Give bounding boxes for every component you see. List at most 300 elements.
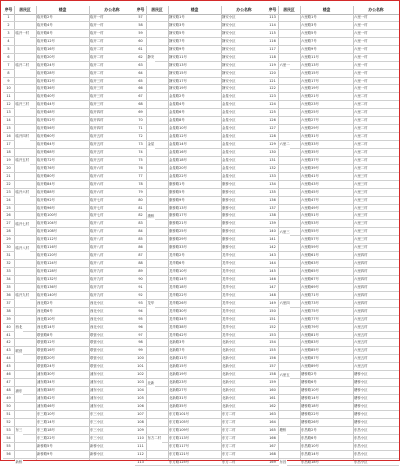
row-office: 临开三村 bbox=[90, 86, 104, 91]
row-number: 111 bbox=[137, 443, 144, 448]
row-address: 龙华路6号 bbox=[169, 261, 185, 266]
table-row bbox=[135, 308, 267, 316]
row-address: 六里路9号 bbox=[301, 46, 317, 51]
row-address: 塘桥路22号 bbox=[301, 411, 319, 416]
table-panel-2 bbox=[135, 6, 267, 464]
row-address: 金星路14号 bbox=[169, 142, 187, 146]
row-address: 六里路37号 bbox=[301, 157, 319, 162]
row-office: 临开七村 bbox=[90, 213, 104, 218]
row-address: 龙华路30号 bbox=[169, 308, 187, 313]
row-number: 24 bbox=[6, 197, 11, 202]
row-office: 龙华小区 bbox=[222, 292, 236, 297]
table-row bbox=[135, 268, 267, 276]
row-address: 六里路59号 bbox=[301, 245, 319, 250]
table-row bbox=[3, 316, 135, 324]
row-number: 141 bbox=[269, 237, 276, 242]
row-number: 130 bbox=[269, 149, 276, 154]
row-address: 六里路35号 bbox=[301, 149, 319, 154]
row-office: 东方二村 bbox=[222, 459, 236, 464]
row-office: 临开五村 bbox=[90, 149, 104, 154]
row-address: 六里路63号 bbox=[301, 261, 319, 266]
row-number: 56 bbox=[6, 451, 11, 456]
table-row bbox=[3, 268, 135, 276]
row-number: 108 bbox=[137, 419, 144, 424]
row-address: 龙华路14号 bbox=[169, 276, 187, 281]
row-office: 临开六村 bbox=[90, 165, 104, 170]
row-office: 西北小区 bbox=[90, 324, 104, 329]
row-number: 158 bbox=[269, 372, 276, 377]
row-address: 北新路19号 bbox=[169, 372, 187, 377]
district-label: 临开三村 bbox=[15, 101, 30, 109]
row-office: 东三小区 bbox=[90, 419, 104, 424]
row-address: 龙华路26号 bbox=[169, 300, 187, 305]
row-office: 金星小区 bbox=[222, 110, 236, 115]
table-row bbox=[135, 181, 267, 189]
table-row bbox=[135, 109, 267, 117]
table-row bbox=[267, 14, 399, 22]
table-row bbox=[135, 70, 267, 78]
row-address: 六里路1号 bbox=[301, 15, 317, 19]
row-number: 135 bbox=[269, 189, 276, 194]
row-office: 六里五村 bbox=[354, 324, 368, 329]
row-number: 96 bbox=[138, 324, 143, 329]
row-number: 138 bbox=[269, 213, 276, 218]
table-row bbox=[3, 109, 135, 117]
table-row bbox=[267, 451, 399, 459]
row-address: 金星路10号 bbox=[169, 126, 187, 131]
row-office: 临开一村 bbox=[90, 30, 104, 35]
table-row bbox=[3, 38, 135, 46]
table-row bbox=[135, 157, 267, 165]
row-number: 42 bbox=[6, 340, 11, 345]
row-office: 六里一村 bbox=[354, 70, 368, 75]
row-office: 六里五村 bbox=[354, 316, 368, 321]
row-number: 109 bbox=[137, 427, 144, 432]
row-office: 北新小区 bbox=[222, 356, 236, 361]
row-office: 临开一村 bbox=[90, 15, 104, 19]
row-office: 静安小区 bbox=[222, 54, 236, 59]
row-address: 西北路14号 bbox=[37, 324, 55, 329]
row-number: 81 bbox=[138, 205, 143, 210]
district-label: 东昌 bbox=[279, 459, 287, 467]
row-office: 金星小区 bbox=[222, 126, 236, 131]
row-address: 联营路24号 bbox=[37, 364, 55, 369]
table-row bbox=[267, 85, 399, 93]
row-address: 临开路100号 bbox=[37, 213, 58, 218]
table-row bbox=[3, 387, 135, 395]
table-row bbox=[135, 379, 267, 387]
row-address: 六里路21号 bbox=[301, 94, 319, 99]
header-office: 办公名称 bbox=[104, 7, 120, 12]
row-office: 北新小区 bbox=[222, 403, 236, 408]
row-office: 六里五村 bbox=[354, 364, 368, 369]
table-row bbox=[267, 276, 399, 284]
row-number: 58 bbox=[138, 22, 143, 27]
row-number: 113 bbox=[137, 459, 144, 464]
table-row bbox=[267, 117, 399, 125]
table-row bbox=[3, 149, 135, 157]
row-office: 静安小区 bbox=[222, 22, 236, 27]
row-number: 84 bbox=[138, 229, 143, 234]
row-number: 97 bbox=[138, 332, 143, 337]
table-row bbox=[267, 332, 399, 340]
table-row bbox=[3, 125, 135, 133]
row-address: 临开路40号 bbox=[37, 94, 55, 99]
row-number: 129 bbox=[269, 142, 276, 146]
row-address: 六里路49号 bbox=[301, 205, 319, 210]
table-row bbox=[267, 236, 399, 244]
row-number: 153 bbox=[269, 332, 276, 337]
row-office: 金星小区 bbox=[222, 118, 236, 123]
row-number: 155 bbox=[269, 348, 276, 353]
row-address: 龙华路10号 bbox=[169, 269, 187, 273]
district-label: 临开八村 bbox=[15, 245, 30, 253]
row-number: 16 bbox=[6, 134, 11, 139]
table-row bbox=[267, 70, 399, 78]
table-row bbox=[3, 252, 135, 260]
table-rows bbox=[135, 14, 267, 466]
row-number: 100 bbox=[137, 356, 144, 361]
row-number: 36 bbox=[6, 292, 11, 297]
row-office: 六里五村 bbox=[354, 356, 368, 361]
table-row bbox=[3, 205, 135, 213]
row-office: 临开八村 bbox=[90, 221, 104, 226]
row-number: 79 bbox=[138, 189, 143, 194]
row-number: 51 bbox=[6, 411, 11, 416]
row-number: 168 bbox=[269, 451, 276, 456]
row-office: 临开四村 bbox=[90, 118, 104, 123]
row-number: 95 bbox=[138, 316, 143, 321]
row-number: 90 bbox=[138, 276, 143, 281]
row-address: 临开路92号 bbox=[37, 197, 55, 202]
row-office: 金星小区 bbox=[222, 142, 236, 146]
row-address: 六里路7号 bbox=[301, 38, 317, 43]
table-row bbox=[135, 419, 267, 427]
row-number: 60 bbox=[138, 38, 143, 43]
row-number: 30 bbox=[6, 245, 11, 250]
row-address: 临开路60号 bbox=[37, 134, 55, 139]
row-address: 金星路22号 bbox=[169, 173, 187, 178]
row-number: 94 bbox=[138, 308, 143, 313]
row-number: 6 bbox=[7, 54, 10, 59]
district-label: 临开四村 bbox=[15, 133, 30, 141]
district-label: 西北 bbox=[15, 324, 23, 332]
row-number: 47 bbox=[6, 380, 11, 385]
row-number: 43 bbox=[6, 348, 11, 353]
table-row bbox=[3, 197, 135, 205]
header-district: 居民区 bbox=[283, 7, 295, 12]
row-number: 37 bbox=[6, 300, 11, 305]
row-office: 六里三村 bbox=[354, 205, 368, 210]
row-address: 六里路83号 bbox=[301, 340, 319, 345]
table-row bbox=[3, 85, 135, 93]
row-office: 六里三村 bbox=[354, 181, 368, 186]
row-number: 29 bbox=[6, 237, 11, 242]
row-office: 新桥小区 bbox=[90, 451, 104, 456]
row-office: 龙华小区 bbox=[222, 308, 236, 313]
row-number: 124 bbox=[269, 102, 276, 107]
row-office: 金星小区 bbox=[222, 102, 236, 107]
table-row bbox=[267, 387, 399, 395]
row-address: 六里路81号 bbox=[301, 332, 319, 337]
row-office: 临开二村 bbox=[90, 62, 104, 67]
row-number: 164 bbox=[269, 419, 276, 424]
row-number: 146 bbox=[269, 276, 276, 281]
row-number: 132 bbox=[269, 165, 276, 170]
row-office: 康桥小区 bbox=[222, 237, 236, 242]
row-address: 临开路56号 bbox=[37, 126, 55, 131]
row-address: 龙华路38号 bbox=[169, 324, 187, 329]
row-office: 临开三村 bbox=[90, 102, 104, 107]
row-number: 133 bbox=[269, 173, 276, 178]
table-row bbox=[267, 324, 399, 332]
table-row bbox=[135, 197, 267, 205]
row-number: 150 bbox=[269, 308, 276, 313]
row-number: 163 bbox=[269, 411, 276, 416]
row-number: 70 bbox=[138, 118, 143, 123]
district-label: 临开九村 bbox=[15, 292, 30, 300]
row-office: 静安小区 bbox=[222, 86, 236, 91]
row-number: 107 bbox=[137, 411, 144, 416]
row-address: 六里路69号 bbox=[301, 284, 319, 289]
row-office: 静安小区 bbox=[222, 15, 236, 19]
row-office: 六里三村 bbox=[354, 173, 368, 178]
table-row bbox=[135, 411, 267, 419]
row-address: 六里路75号 bbox=[301, 308, 319, 313]
row-number: 166 bbox=[269, 435, 276, 440]
row-address: 康桥路1号 bbox=[169, 181, 185, 186]
row-address: 塘桥路14号 bbox=[301, 396, 319, 400]
row-number: 161 bbox=[269, 396, 276, 400]
row-office: 临开六村 bbox=[90, 181, 104, 186]
row-number: 14 bbox=[6, 118, 11, 123]
row-number: 26 bbox=[6, 213, 11, 218]
row-number: 92 bbox=[138, 292, 143, 297]
row-number: 102 bbox=[137, 372, 144, 377]
table-row bbox=[3, 379, 135, 387]
row-address: 临开路72号 bbox=[37, 157, 55, 162]
row-office: 六里二村 bbox=[354, 134, 368, 139]
row-office: 临开四村 bbox=[90, 126, 104, 131]
row-address: 静安路3号 bbox=[169, 22, 185, 27]
row-address: 金星路8号 bbox=[169, 118, 185, 123]
row-address: 临开路20号 bbox=[37, 54, 55, 59]
row-address: 临开路84号 bbox=[37, 181, 55, 186]
table-row bbox=[3, 276, 135, 284]
row-number: 55 bbox=[6, 443, 11, 448]
row-office: 六里四村 bbox=[354, 308, 368, 313]
row-number: 25 bbox=[6, 205, 11, 210]
table-row bbox=[3, 395, 135, 403]
row-number: 46 bbox=[6, 372, 11, 377]
row-office: 东方二村 bbox=[222, 443, 236, 448]
table-row bbox=[135, 165, 267, 173]
row-address: 六里路47号 bbox=[301, 197, 319, 202]
district-label: 临开二村 bbox=[15, 62, 30, 70]
row-number: 12 bbox=[6, 102, 11, 107]
row-address: 临开路104号 bbox=[37, 221, 58, 226]
table-row bbox=[267, 197, 399, 205]
district-label: 联营 bbox=[15, 348, 23, 356]
row-number: 145 bbox=[269, 269, 276, 273]
row-number: 91 bbox=[138, 284, 143, 289]
table-row bbox=[267, 125, 399, 133]
header-area: 楼盘 bbox=[190, 7, 199, 12]
row-office: 联营小区 bbox=[90, 332, 104, 337]
row-office: 六里二村 bbox=[354, 142, 368, 146]
table-row bbox=[3, 411, 135, 419]
table-row bbox=[267, 133, 399, 141]
table-row bbox=[135, 189, 267, 197]
table-row bbox=[3, 165, 135, 173]
row-office: 临开八村 bbox=[90, 261, 104, 266]
row-address: 东方路101号 bbox=[169, 411, 190, 416]
row-number: 64 bbox=[138, 70, 143, 75]
table-row bbox=[267, 220, 399, 228]
row-address: 浦东路46号 bbox=[37, 403, 55, 408]
table-row bbox=[135, 173, 267, 181]
row-number: 98 bbox=[138, 340, 143, 345]
row-address: 六里路25号 bbox=[301, 110, 319, 115]
row-address: 六里路19号 bbox=[301, 86, 319, 91]
row-address: 六里路77号 bbox=[301, 316, 319, 321]
row-address: 东昌路2号 bbox=[301, 427, 317, 432]
table-row bbox=[3, 93, 135, 101]
row-number: 118 bbox=[269, 54, 276, 59]
table-row bbox=[3, 451, 135, 459]
row-office: 联营小区 bbox=[90, 356, 104, 361]
row-number: 157 bbox=[269, 364, 276, 369]
row-address: 六里路29号 bbox=[301, 126, 319, 131]
row-office: 西北小区 bbox=[90, 300, 104, 305]
row-address: 东方路125号 bbox=[169, 459, 190, 464]
row-address: 临开路124号 bbox=[37, 261, 58, 266]
table-row bbox=[135, 459, 267, 467]
table-row bbox=[267, 427, 399, 435]
row-address: 六里路55号 bbox=[301, 229, 319, 234]
table-row bbox=[135, 117, 267, 125]
row-address: 浦东路42号 bbox=[37, 396, 55, 400]
row-office: 六里五村 bbox=[354, 340, 368, 345]
row-office: 龙华小区 bbox=[222, 284, 236, 289]
row-number: 9 bbox=[7, 78, 10, 83]
row-address: 临开路140号 bbox=[37, 292, 58, 297]
row-office: 康桥小区 bbox=[222, 197, 236, 202]
row-office: 东三小区 bbox=[90, 411, 104, 416]
table-panel-3 bbox=[267, 6, 399, 465]
row-office: 北新小区 bbox=[222, 396, 236, 400]
row-office: 临开九村 bbox=[90, 269, 104, 273]
table-row bbox=[3, 355, 135, 363]
row-number: 32 bbox=[6, 261, 11, 266]
row-address: 东方路121号 bbox=[169, 451, 190, 456]
row-number: 159 bbox=[269, 380, 276, 385]
row-office: 六里四村 bbox=[354, 253, 368, 258]
row-office: 金星小区 bbox=[222, 149, 236, 154]
row-address: 浦东路38号 bbox=[37, 388, 55, 393]
row-office: 六里四村 bbox=[354, 284, 368, 289]
district-label: 金星 bbox=[147, 141, 155, 149]
table-row bbox=[3, 308, 135, 316]
table-row bbox=[135, 133, 267, 141]
row-office: 六里一村 bbox=[354, 62, 368, 67]
row-office: 浦东小区 bbox=[90, 372, 104, 377]
row-address: 龙华路22号 bbox=[169, 292, 187, 297]
row-office: 龙华小区 bbox=[222, 253, 236, 258]
row-office: 东昌小区 bbox=[354, 451, 368, 456]
row-office: 六里三村 bbox=[354, 213, 368, 218]
row-office: 东昌小区 bbox=[354, 459, 368, 464]
row-number: 18 bbox=[6, 149, 11, 154]
row-address: 六里路5号 bbox=[301, 30, 317, 35]
row-office: 康桥小区 bbox=[222, 213, 236, 218]
row-office: 东昌小区 bbox=[354, 427, 368, 432]
row-address: 六里路87号 bbox=[301, 356, 319, 361]
row-address: 东昌路18号 bbox=[301, 459, 319, 464]
table-row bbox=[3, 403, 135, 411]
row-office: 北新小区 bbox=[222, 372, 236, 377]
row-address: 静安路19号 bbox=[169, 86, 187, 91]
row-number: 75 bbox=[138, 157, 143, 162]
row-address: 临开路76号 bbox=[37, 165, 55, 170]
row-office: 塘桥小区 bbox=[354, 388, 368, 393]
table-row bbox=[135, 141, 267, 149]
table-row bbox=[3, 339, 135, 347]
table-row bbox=[135, 78, 267, 86]
row-number: 93 bbox=[138, 300, 143, 305]
district-label: 六里五 bbox=[279, 372, 290, 380]
row-address: 龙华路34号 bbox=[169, 316, 187, 321]
row-office: 浦东小区 bbox=[90, 380, 104, 385]
header-no: 序号 bbox=[268, 7, 277, 12]
row-office: 六里一村 bbox=[354, 15, 368, 19]
table-row bbox=[267, 260, 399, 268]
row-address: 金星路16号 bbox=[169, 149, 187, 154]
row-number: 1 bbox=[7, 15, 10, 19]
row-office: 联营小区 bbox=[90, 340, 104, 345]
row-office: 金星小区 bbox=[222, 94, 236, 99]
row-office: 龙华小区 bbox=[222, 276, 236, 281]
table-row bbox=[3, 78, 135, 86]
table-row bbox=[135, 260, 267, 268]
row-office: 六里四村 bbox=[354, 276, 368, 281]
row-office: 康桥小区 bbox=[222, 245, 236, 250]
row-number: 88 bbox=[138, 261, 143, 266]
table-row bbox=[267, 411, 399, 419]
row-office: 浦东小区 bbox=[90, 396, 104, 400]
row-office: 临开九村 bbox=[90, 284, 104, 289]
row-office: 龙华小区 bbox=[222, 300, 236, 305]
row-address: 六里路3号 bbox=[301, 22, 317, 27]
table-row bbox=[267, 205, 399, 213]
row-address: 六里路85号 bbox=[301, 348, 319, 353]
row-office: 临开二村 bbox=[90, 54, 104, 59]
row-address: 六里路39号 bbox=[301, 165, 319, 170]
table-row bbox=[135, 125, 267, 133]
table-row bbox=[3, 419, 135, 427]
row-office: 北新小区 bbox=[222, 364, 236, 369]
row-address: 六里路89号 bbox=[301, 364, 319, 369]
row-office: 临开二村 bbox=[90, 70, 104, 75]
table-row bbox=[267, 395, 399, 403]
row-number: 7 bbox=[7, 62, 10, 67]
row-address: 临开路32号 bbox=[37, 78, 55, 83]
row-office: 龙华小区 bbox=[222, 324, 236, 329]
row-office: 临开二村 bbox=[90, 38, 104, 43]
row-number: 80 bbox=[138, 197, 143, 202]
row-number: 116 bbox=[269, 38, 276, 43]
row-number: 71 bbox=[138, 126, 143, 131]
